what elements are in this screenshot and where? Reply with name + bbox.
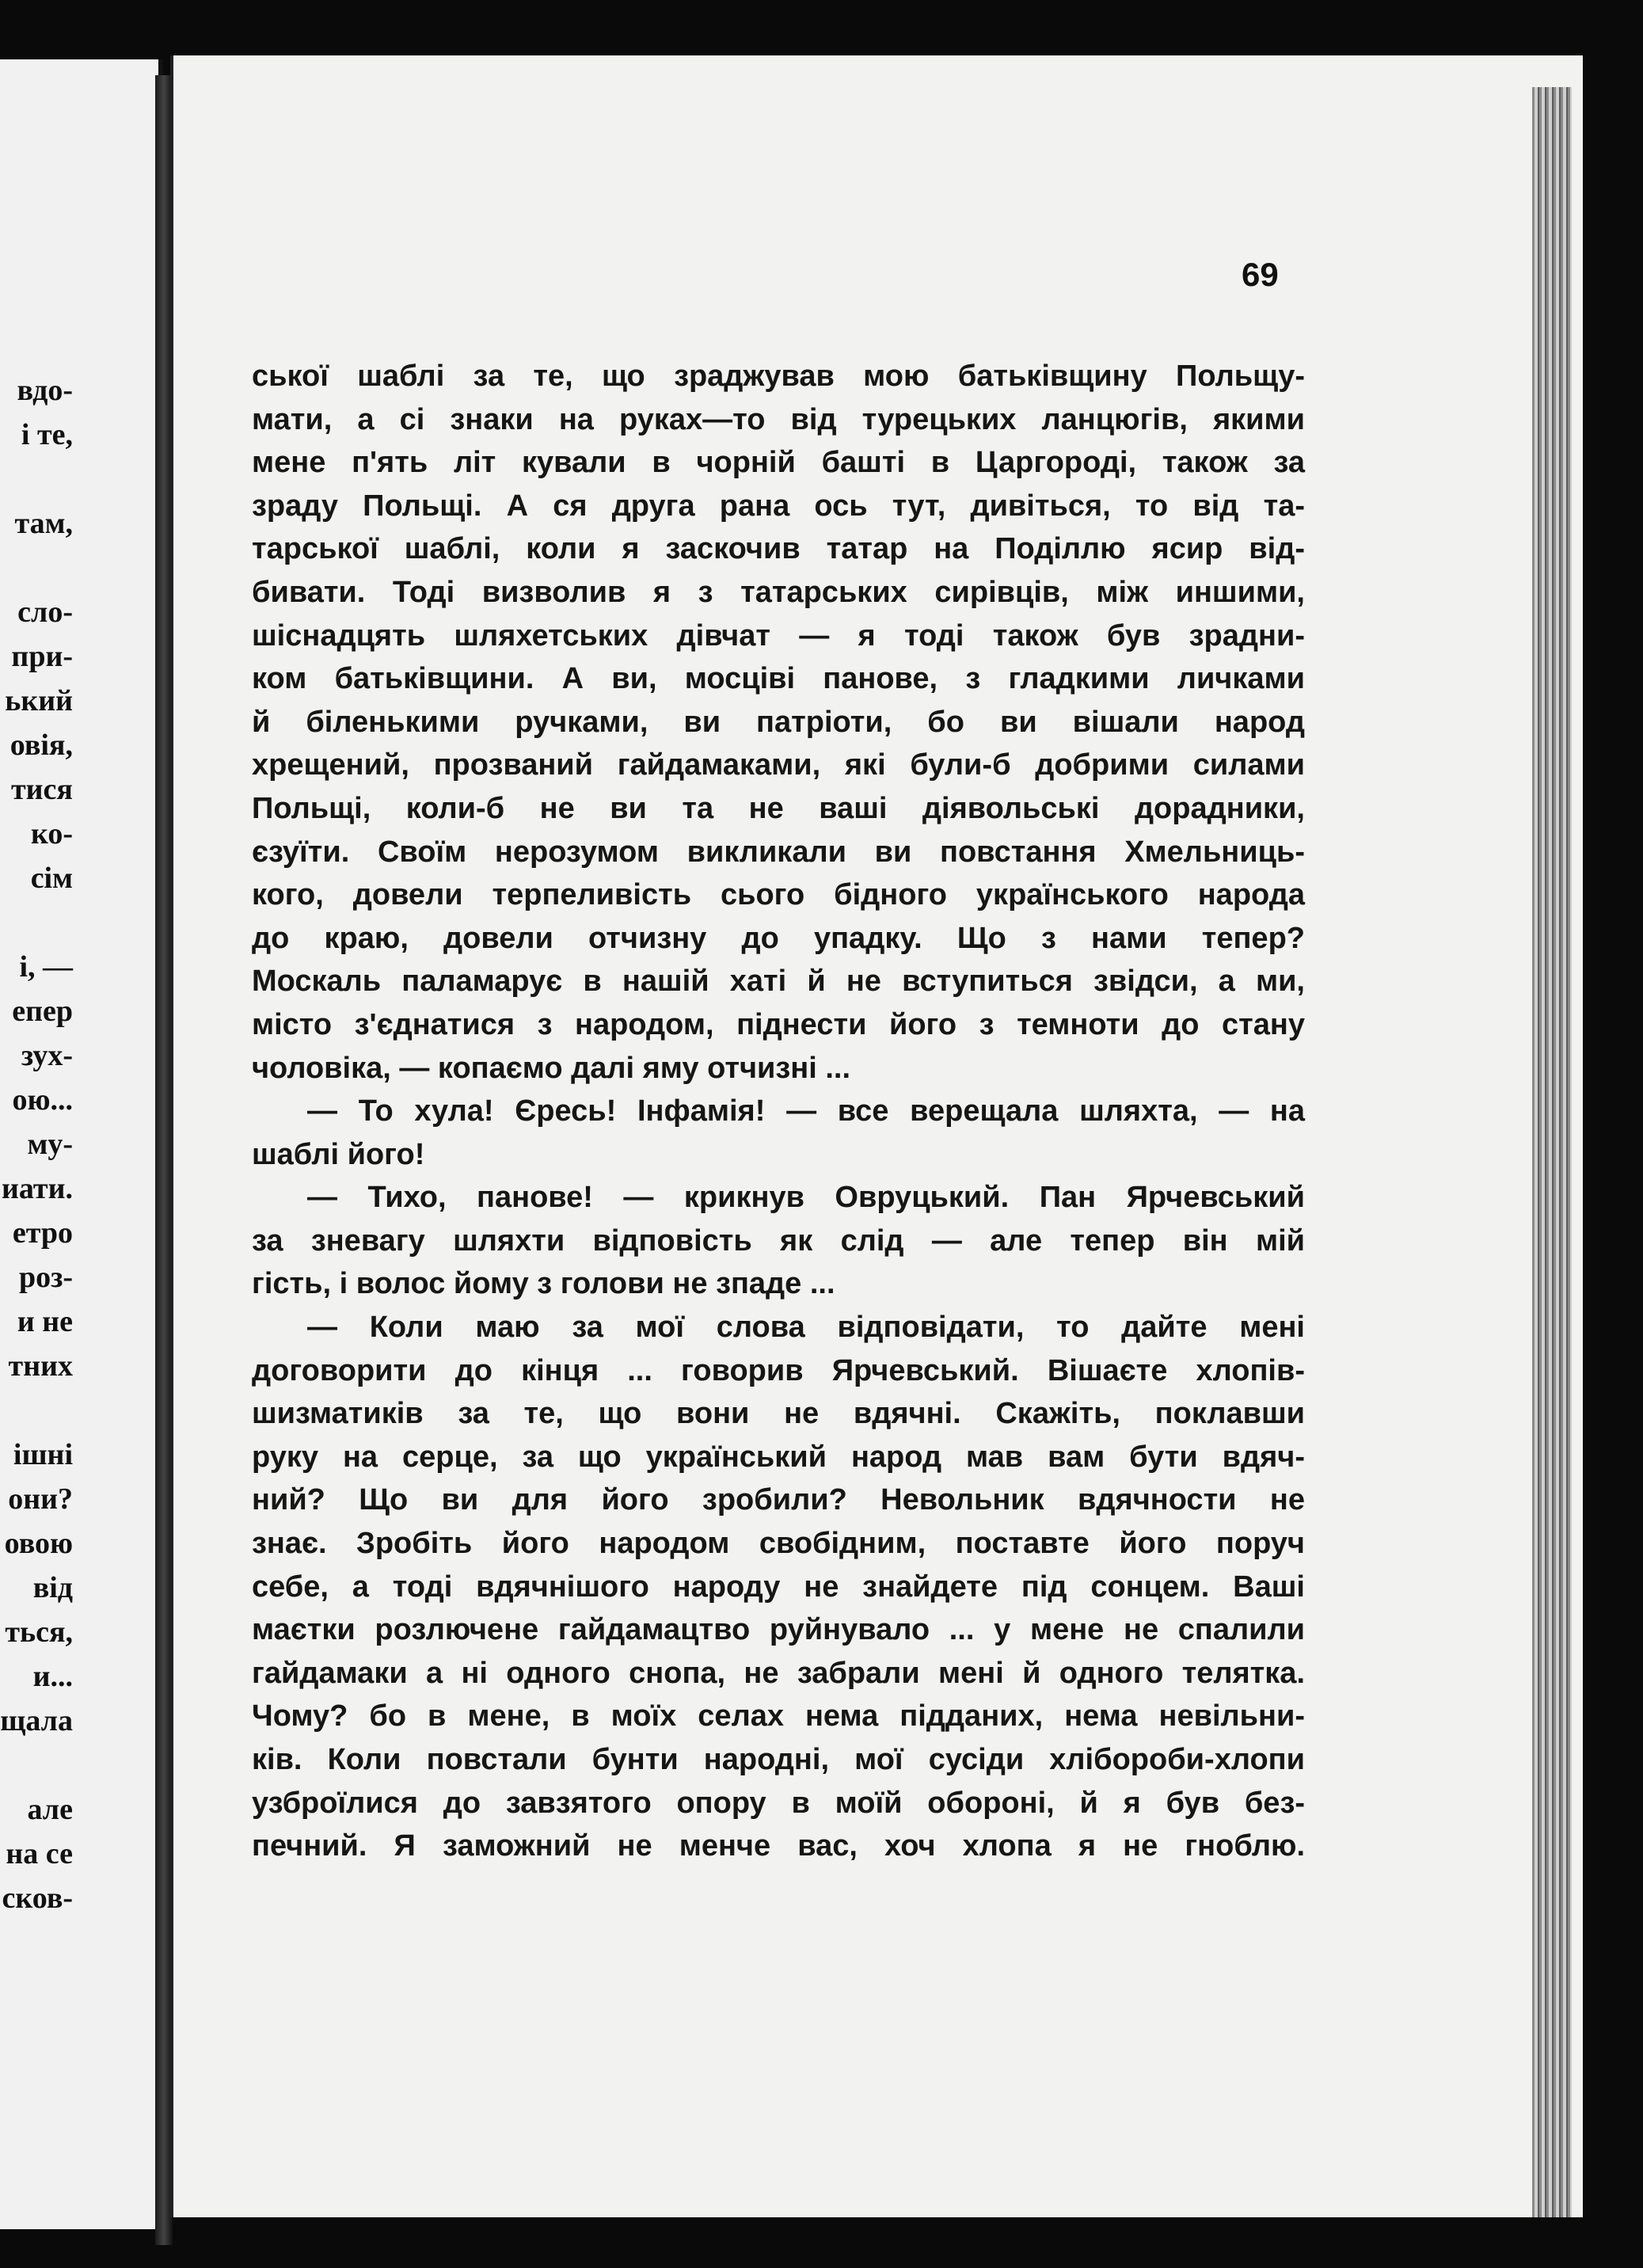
left-page-line: и... [32, 1660, 73, 1693]
text-line: ком батьківщини. А ви, мосціві панове, з гладкими личками [252, 662, 1305, 696]
left-page-line: від [32, 1571, 73, 1604]
left-page-line: там, [14, 507, 73, 540]
left-page-line: роз- [18, 1261, 73, 1294]
left-page-line: тних [8, 1349, 73, 1383]
left-page-line: але [27, 1793, 73, 1826]
left-page-line: і, — [19, 950, 73, 984]
left-page-line: и не [17, 1305, 73, 1338]
text-line: чоловіка, — копаємо далі яму отчизні ... [252, 1051, 851, 1085]
left-page-line: зух- [21, 1039, 73, 1072]
left-page-line [0, 457, 73, 501]
text-line: хрещений, прозваний гайдамаками, які були-б добрими силами [252, 748, 1305, 782]
text-line: місто з'єднатися з народом, піднести його з темноти до стану [252, 1007, 1305, 1041]
text-line: зраду Польщі. А ся друга рана ось тут, дивіться, то від та- [252, 489, 1305, 523]
left-page-line: етро [12, 1216, 73, 1250]
left-page-line: они? [8, 1482, 73, 1516]
page-edge-stack [1532, 87, 1572, 2217]
left-page-line: епер [12, 995, 73, 1028]
text-line: до краю, довели отчизну до упадку. Що з нами тепер? [252, 921, 1305, 955]
left-page-line: овія, [10, 729, 73, 762]
text-line: маєтки розлючене гайдамацтво руйнувало ... у мене не спалили [252, 1613, 1305, 1647]
left-page-line: овою [4, 1527, 73, 1560]
text-line: Чому? бо в мене, в моїх селах нема підданих, нема невільни- [252, 1699, 1305, 1733]
text-line: себе, а тоді вдячнішого народу не знайдете під сонцем. Ваші [252, 1570, 1305, 1604]
left-page-line: ький [5, 684, 73, 717]
text-line: знає. Зробіть його народом свобідним, поставте його поруч [252, 1527, 1305, 1561]
text-line: — То хула! Єресь! Інфамія! — все верещала шляхта, — на [307, 1094, 1305, 1128]
text-line: шіснадцять шляхетських дівчат — я тоді також був зрадни- [252, 618, 1305, 653]
left-page-line: ою... [12, 1083, 73, 1117]
left-page-text [0, 368, 73, 1920]
text-line: тарської шаблі, коли я заскочив татар на Поділлю ясир від- [252, 532, 1305, 566]
left-page-fragment [0, 59, 163, 2229]
text-line: ний? Що ви для його зробили? Невольник вдячности не [252, 1483, 1305, 1517]
text-line: шизматиків за те, що вони не вдячні. Скажіть, поклавши [252, 1397, 1305, 1431]
body-text [252, 355, 1305, 1868]
text-line: руку на серце, за що український народ мав вам бути вдяч- [252, 1440, 1305, 1474]
left-page-line: на се [6, 1837, 73, 1870]
text-line: печний. Я заможний не менче вас, хоч хлопа я не гноблю. [252, 1829, 1305, 1863]
page-number: 69 [1242, 256, 1279, 293]
text-line: за зневагу шляхти відповість як слід — але тепер він мій [252, 1223, 1305, 1258]
text-line: єзуїти. Своїм нерозумом викликали ви повстання Хмельниць- [252, 835, 1305, 869]
text-line: договорити до кінця ... говорив Ярчевський. Вішаєте хлопів- [252, 1353, 1305, 1387]
text-line: гість, і волос йому з голови не зпаде ... [252, 1267, 835, 1301]
text-line: — Коли маю за мої слова відповідати, то дайте мені [307, 1311, 1305, 1345]
text-line: ків. Коли повстали бунти народні, мої сусіди хлібороби-хлопи [252, 1743, 1305, 1776]
text-line: шаблі його! [252, 1137, 425, 1171]
text-line: Москаль паламарує в нашій хаті й не вступиться звідси, а ми, [252, 965, 1305, 999]
left-page-line: і те, [21, 418, 73, 451]
text-line: мати, а сі знаки на руках—то від турецьких ланцюгів, якими [252, 402, 1305, 436]
left-page-line [0, 900, 73, 945]
left-page-line: при- [11, 640, 73, 673]
left-page-line [0, 1743, 73, 1787]
text-line: Польщі, коли-б не ви та не ваші діявольські дорадники, [252, 791, 1305, 825]
left-page-line: ться, [5, 1615, 73, 1649]
left-page-line [0, 1388, 73, 1433]
text-line: — Тихо, панове! — крикнув Овруцький. Пан Ярчевський [307, 1181, 1305, 1215]
text-line: кого, довели терпеливість сього бідного українського народа [252, 878, 1305, 912]
text-line: ської шаблі за те, що зраджував мою батьківщину Польщу- [252, 360, 1305, 393]
left-page-line: сков- [2, 1882, 73, 1915]
left-page-line: тися [11, 773, 73, 806]
left-page-line: сім [30, 862, 73, 895]
left-page-line: ішні [13, 1438, 73, 1471]
left-page-line [0, 546, 73, 590]
text-line: узброїлися до завзятого опору в моїй обороні, й я був без- [252, 1786, 1305, 1820]
text-line: бивати. Тоді визволив я з татарських сирівців, між иншими, [252, 575, 1305, 609]
left-page-line: му- [27, 1128, 73, 1161]
left-page-line: иати. [2, 1172, 73, 1205]
left-page-line: ко- [30, 817, 73, 850]
left-page-line: щала [0, 1704, 73, 1737]
left-page-line: сло- [17, 596, 73, 629]
text-line: мене п'ять літ кували в чорній башті в Царгороді, також за [252, 446, 1305, 480]
text-line: й біленькими ручками, ви патріоти, бо ви вішали народ [252, 705, 1305, 739]
text-line: гайдамаки а ні одного снопа, не забрали мені й одного телятка. [252, 1656, 1305, 1690]
left-page-line: вдо- [17, 374, 73, 407]
